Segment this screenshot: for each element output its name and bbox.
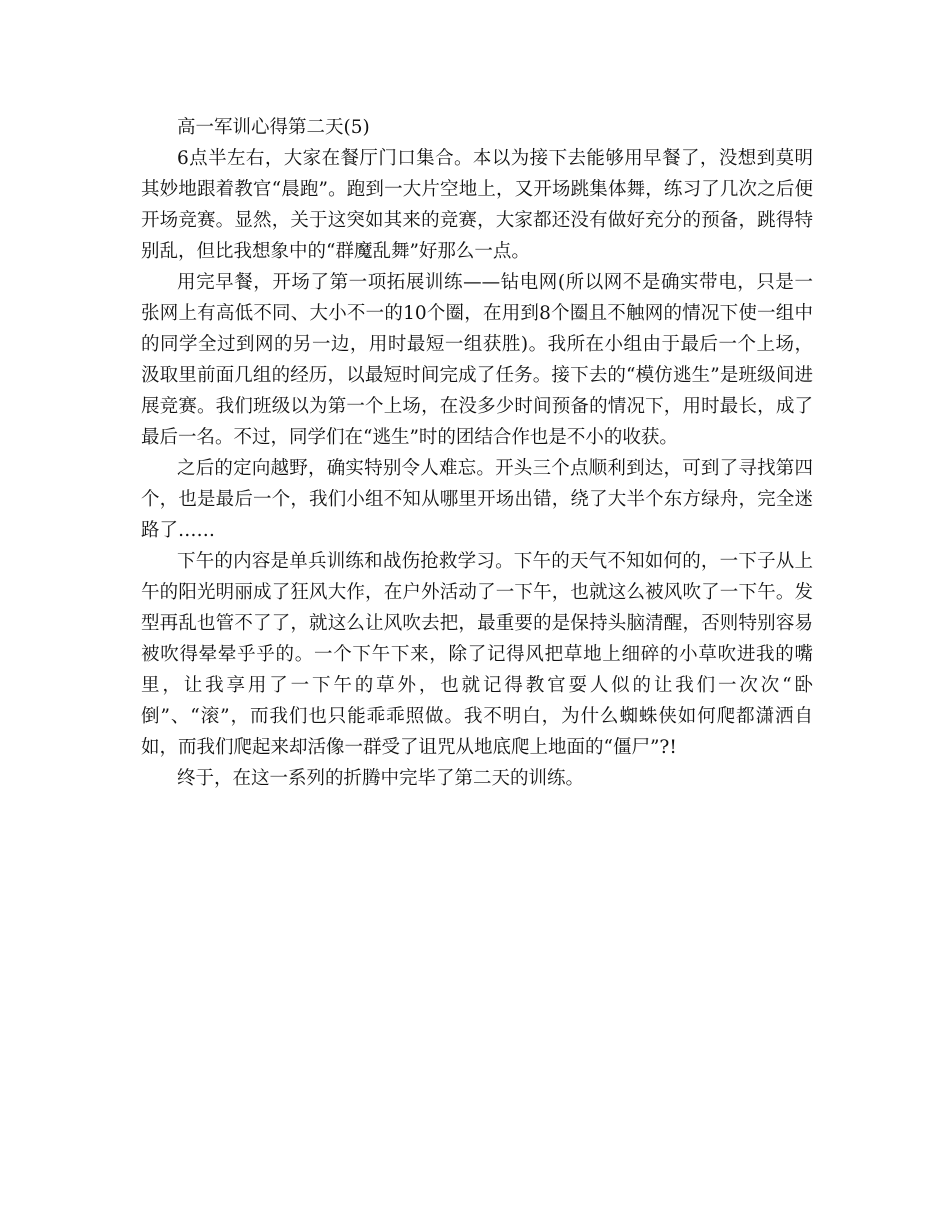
paragraph-5: 终于，在这一系列的折腾中完毕了第二天的训练。	[177, 768, 585, 789]
paragraph-2: 用完早餐，开场了第一项拓展训练——钻电网(所以网不是确实带电，只是一张网上有高低不同、大小不一的10个圈，在用到8个圈且不触网的情况下使一组中的同学全过到网的另一边，用时最短一组获胜)。我所在小组由于最后一个上场，汲取里前面几组的经历，以最短时间完成了任务。接下去的“模仿逃生”是班级间进展竞赛。我们班级以为第一个上场，在没多少时间预备的情况下，用时最长，成了最后一名。不过，同学们在“逃生”时的团结合作也是不小的收获。	[141, 272, 813, 448]
paragraph-1: 6点半左右，大家在餐厅门口集合。本以为接下去能够用早餐了，没想到莫明其妙地跟着教官“晨跑”。跑到一大片空地上，又开场跳集体舞，练习了几次之后便开场竞赛。显然，关于这突如其来的竞赛，大家都还没有做好充分的预备，跳得特别乱，但比我想象中的“群魔乱舞”好那么一点。	[141, 148, 813, 262]
paragraph-3: 之后的定向越野，确实特别令人难忘。开头三个点顺利到达，可到了寻找第四个，也是最后一个，我们小组不知从哪里开场出错，绕了大半个东方绿舟，完全迷路了……	[141, 458, 813, 541]
document-page	[141, 112, 813, 794]
document-title: 高一军训心得第二天(5)	[177, 117, 370, 138]
paragraph-4: 下午的内容是单兵训练和战伤抢救学习。下午的天气不知如何的，一下子从上午的阳光明丽成了狂风大作，在户外活动了一下午，也就这么被风吹了一下午。发型再乱也管不了了，就这么让风吹去把，最重要的是保持头脑清醒，否则特别容易被吹得晕晕乎乎的。一个下午下来，除了记得风把草地上细碎的小草吹进我的嘴里，让我享用了一下午的草外，也就记得教官耍人似的让我们一次次“卧倒”、“滚”，而我们也只能乖乖照做。我不明白，为什么蜘蛛侠如何爬都潇洒自如，而我们爬起来却活像一群受了诅咒从地底爬上地面的“僵尸”?!	[141, 551, 813, 758]
